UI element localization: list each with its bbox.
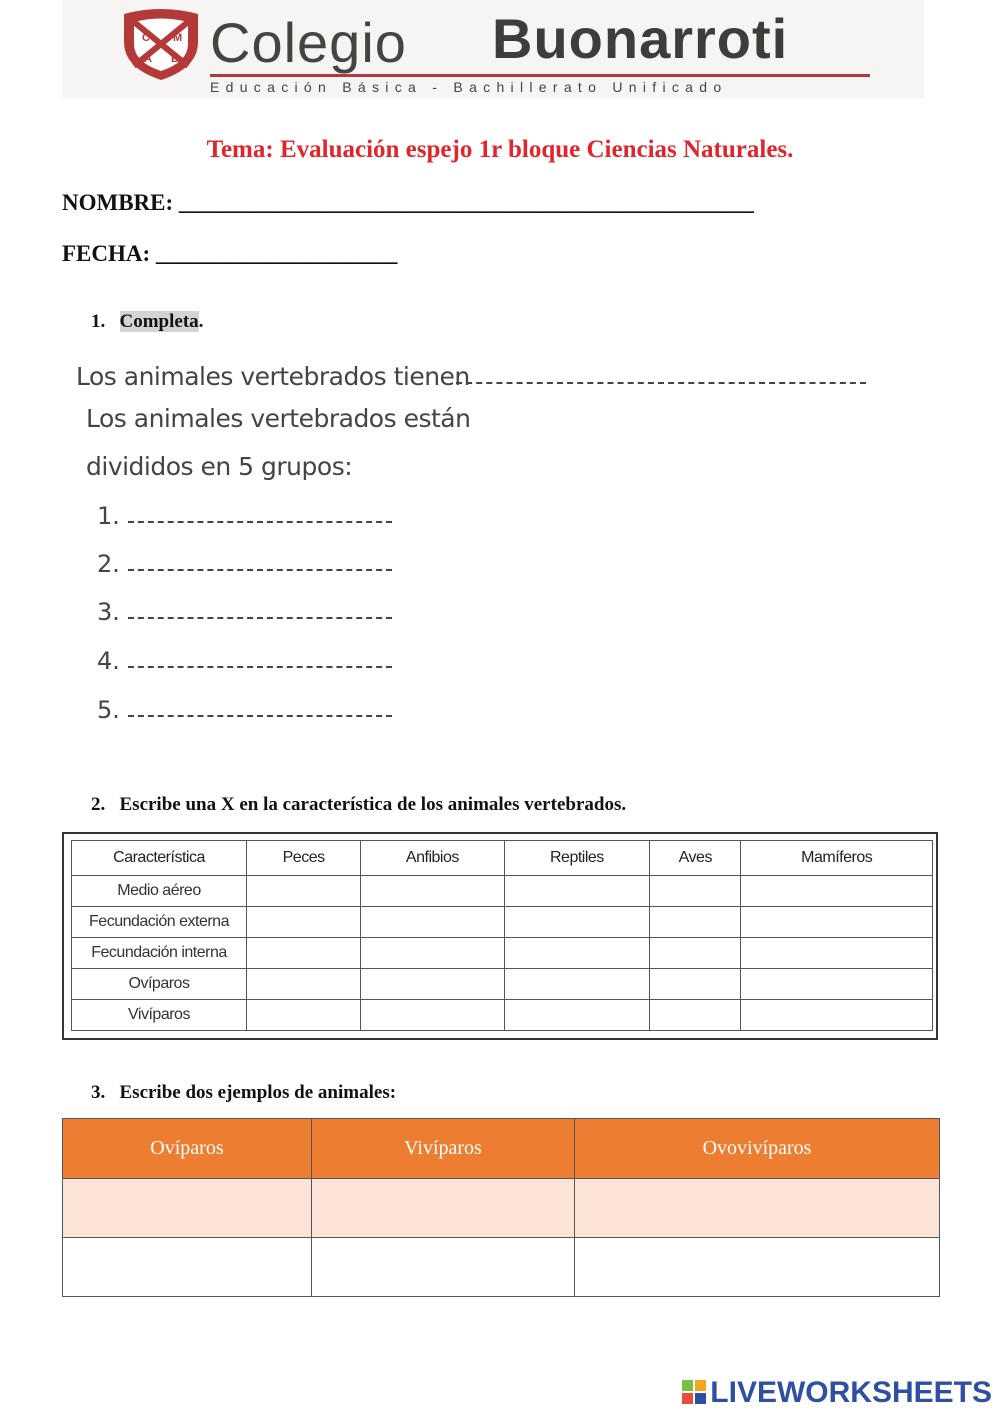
answer-blank-group-1[interactable] xyxy=(128,521,392,523)
table-row xyxy=(72,938,933,969)
answer-cell[interactable] xyxy=(361,907,504,938)
answer-cell[interactable] xyxy=(575,1238,940,1297)
page-title: Tema: Evaluación espejo 1r bloque Ciencias Naturales. xyxy=(206,136,794,163)
answer-cell[interactable] xyxy=(741,876,933,907)
col-header: Ovovivíparos xyxy=(575,1119,940,1179)
handwritten-line-1: Los animales vertebrados tienen xyxy=(76,362,470,391)
liveworksheets-brand xyxy=(682,1376,992,1410)
question-period: . xyxy=(198,311,204,332)
answer-cell[interactable] xyxy=(650,876,741,907)
answer-cell[interactable] xyxy=(247,876,361,907)
col-header: Anfibios xyxy=(361,841,504,876)
list-item xyxy=(97,647,120,675)
answer-cell[interactable] xyxy=(361,969,504,1000)
answer-cell[interactable] xyxy=(650,969,741,1000)
question-number: 2. xyxy=(91,794,106,815)
answer-cell[interactable] xyxy=(361,1000,504,1031)
col-header: Aves xyxy=(650,841,741,876)
answer-cell[interactable] xyxy=(504,969,650,1000)
table-header-row xyxy=(72,841,933,876)
answer-cell[interactable] xyxy=(247,969,361,1000)
school-header xyxy=(62,0,924,98)
handwritten-line-2: Los animales vertebrados están xyxy=(86,404,471,433)
answer-cell[interactable] xyxy=(504,907,650,938)
answer-cell[interactable] xyxy=(504,876,650,907)
answer-cell[interactable] xyxy=(504,1000,650,1031)
answer-cell[interactable] xyxy=(650,938,741,969)
question-keyword: Completa xyxy=(119,311,199,332)
shield-letter: M xyxy=(173,32,183,44)
answer-cell[interactable] xyxy=(361,938,504,969)
item-number: 1. xyxy=(97,502,120,530)
handwritten-line-3: divididos en 5 grupos: xyxy=(86,452,353,481)
answer-cell[interactable] xyxy=(575,1179,940,1238)
table-header-row xyxy=(63,1119,940,1179)
answer-cell[interactable] xyxy=(247,907,361,938)
table-row xyxy=(72,1000,933,1031)
answer-cell[interactable] xyxy=(311,1179,574,1238)
row-label: Ovíparos xyxy=(72,969,247,1000)
row-label: Medio aéreo xyxy=(72,876,247,907)
list-item xyxy=(97,502,120,530)
list-item xyxy=(97,696,120,724)
row-label: Fecundación interna xyxy=(72,938,247,969)
list-item xyxy=(97,550,120,578)
characteristics-table xyxy=(62,832,938,1040)
shield-letter: A xyxy=(144,53,152,65)
table-row xyxy=(63,1238,940,1297)
item-number: 5. xyxy=(97,696,120,724)
question-text: Escribe dos ejemplos de animales: xyxy=(119,1082,397,1103)
nombre-line[interactable]: __________________________________________________ xyxy=(178,190,754,215)
question-2 xyxy=(91,794,626,816)
examples-table xyxy=(62,1118,940,1297)
school-subtitle: Educación Básica - Bachillerato Unificado xyxy=(210,79,728,95)
school-name-part2: Buonarroti xyxy=(492,7,789,70)
shield-letter: C xyxy=(142,32,150,44)
table-row xyxy=(72,876,933,907)
row-label: Fecundación externa xyxy=(72,907,247,938)
table-row xyxy=(72,907,933,938)
item-number: 4. xyxy=(97,647,120,675)
answer-cell[interactable] xyxy=(63,1179,312,1238)
answer-cell[interactable] xyxy=(361,876,504,907)
school-shield-icon xyxy=(120,8,202,82)
table-row xyxy=(63,1179,940,1238)
answer-blank-group-3[interactable] xyxy=(128,617,392,619)
fecha-line[interactable]: _____________________ xyxy=(155,241,398,266)
row-label: Vivíparos xyxy=(72,1000,247,1031)
answer-cell[interactable] xyxy=(247,1000,361,1031)
col-header: Mamíferos xyxy=(741,841,933,876)
nombre-label: NOMBRE: xyxy=(62,190,174,215)
col-header: Peces xyxy=(247,841,361,876)
item-number: 3. xyxy=(97,598,120,626)
shield-letter: B xyxy=(171,53,179,65)
answer-cell[interactable] xyxy=(63,1238,312,1297)
answer-cell[interactable] xyxy=(741,907,933,938)
answer-blank-group-2[interactable] xyxy=(128,569,392,571)
question-1 xyxy=(91,311,203,333)
answer-blank-vertebrates[interactable] xyxy=(456,382,866,384)
answer-blank-group-5[interactable] xyxy=(128,715,392,717)
fecha-field[interactable] xyxy=(62,241,397,267)
answer-cell[interactable] xyxy=(650,1000,741,1031)
col-header: Ovíparos xyxy=(63,1119,312,1179)
item-number: 2. xyxy=(97,550,120,578)
logo-divider xyxy=(210,74,870,77)
list-item xyxy=(97,598,120,626)
answer-cell[interactable] xyxy=(311,1238,574,1297)
answer-cell[interactable] xyxy=(504,938,650,969)
answer-cell[interactable] xyxy=(247,938,361,969)
brand-text: LIVEWORKSHEETS xyxy=(710,1376,992,1409)
question-text: Escribe una X en la característica de los animales vertebrados. xyxy=(119,794,627,815)
question-3 xyxy=(91,1082,396,1104)
school-name-part1: Colegio xyxy=(210,11,407,74)
table-row xyxy=(72,969,933,1000)
question-number: 3. xyxy=(91,1082,106,1103)
question-number: 1. xyxy=(91,311,106,332)
fecha-label: FECHA: xyxy=(62,241,151,266)
answer-cell[interactable] xyxy=(741,1000,933,1031)
col-header: Característica xyxy=(72,841,247,876)
answer-cell[interactable] xyxy=(741,969,933,1000)
answer-cell[interactable] xyxy=(741,938,933,969)
col-header: Reptiles xyxy=(504,841,650,876)
answer-blank-group-4[interactable] xyxy=(128,666,392,668)
answer-cell[interactable] xyxy=(650,907,741,938)
liveworksheets-logo-icon xyxy=(682,1378,706,1402)
col-header: Vivíparos xyxy=(311,1119,574,1179)
nombre-field[interactable] xyxy=(62,190,754,216)
